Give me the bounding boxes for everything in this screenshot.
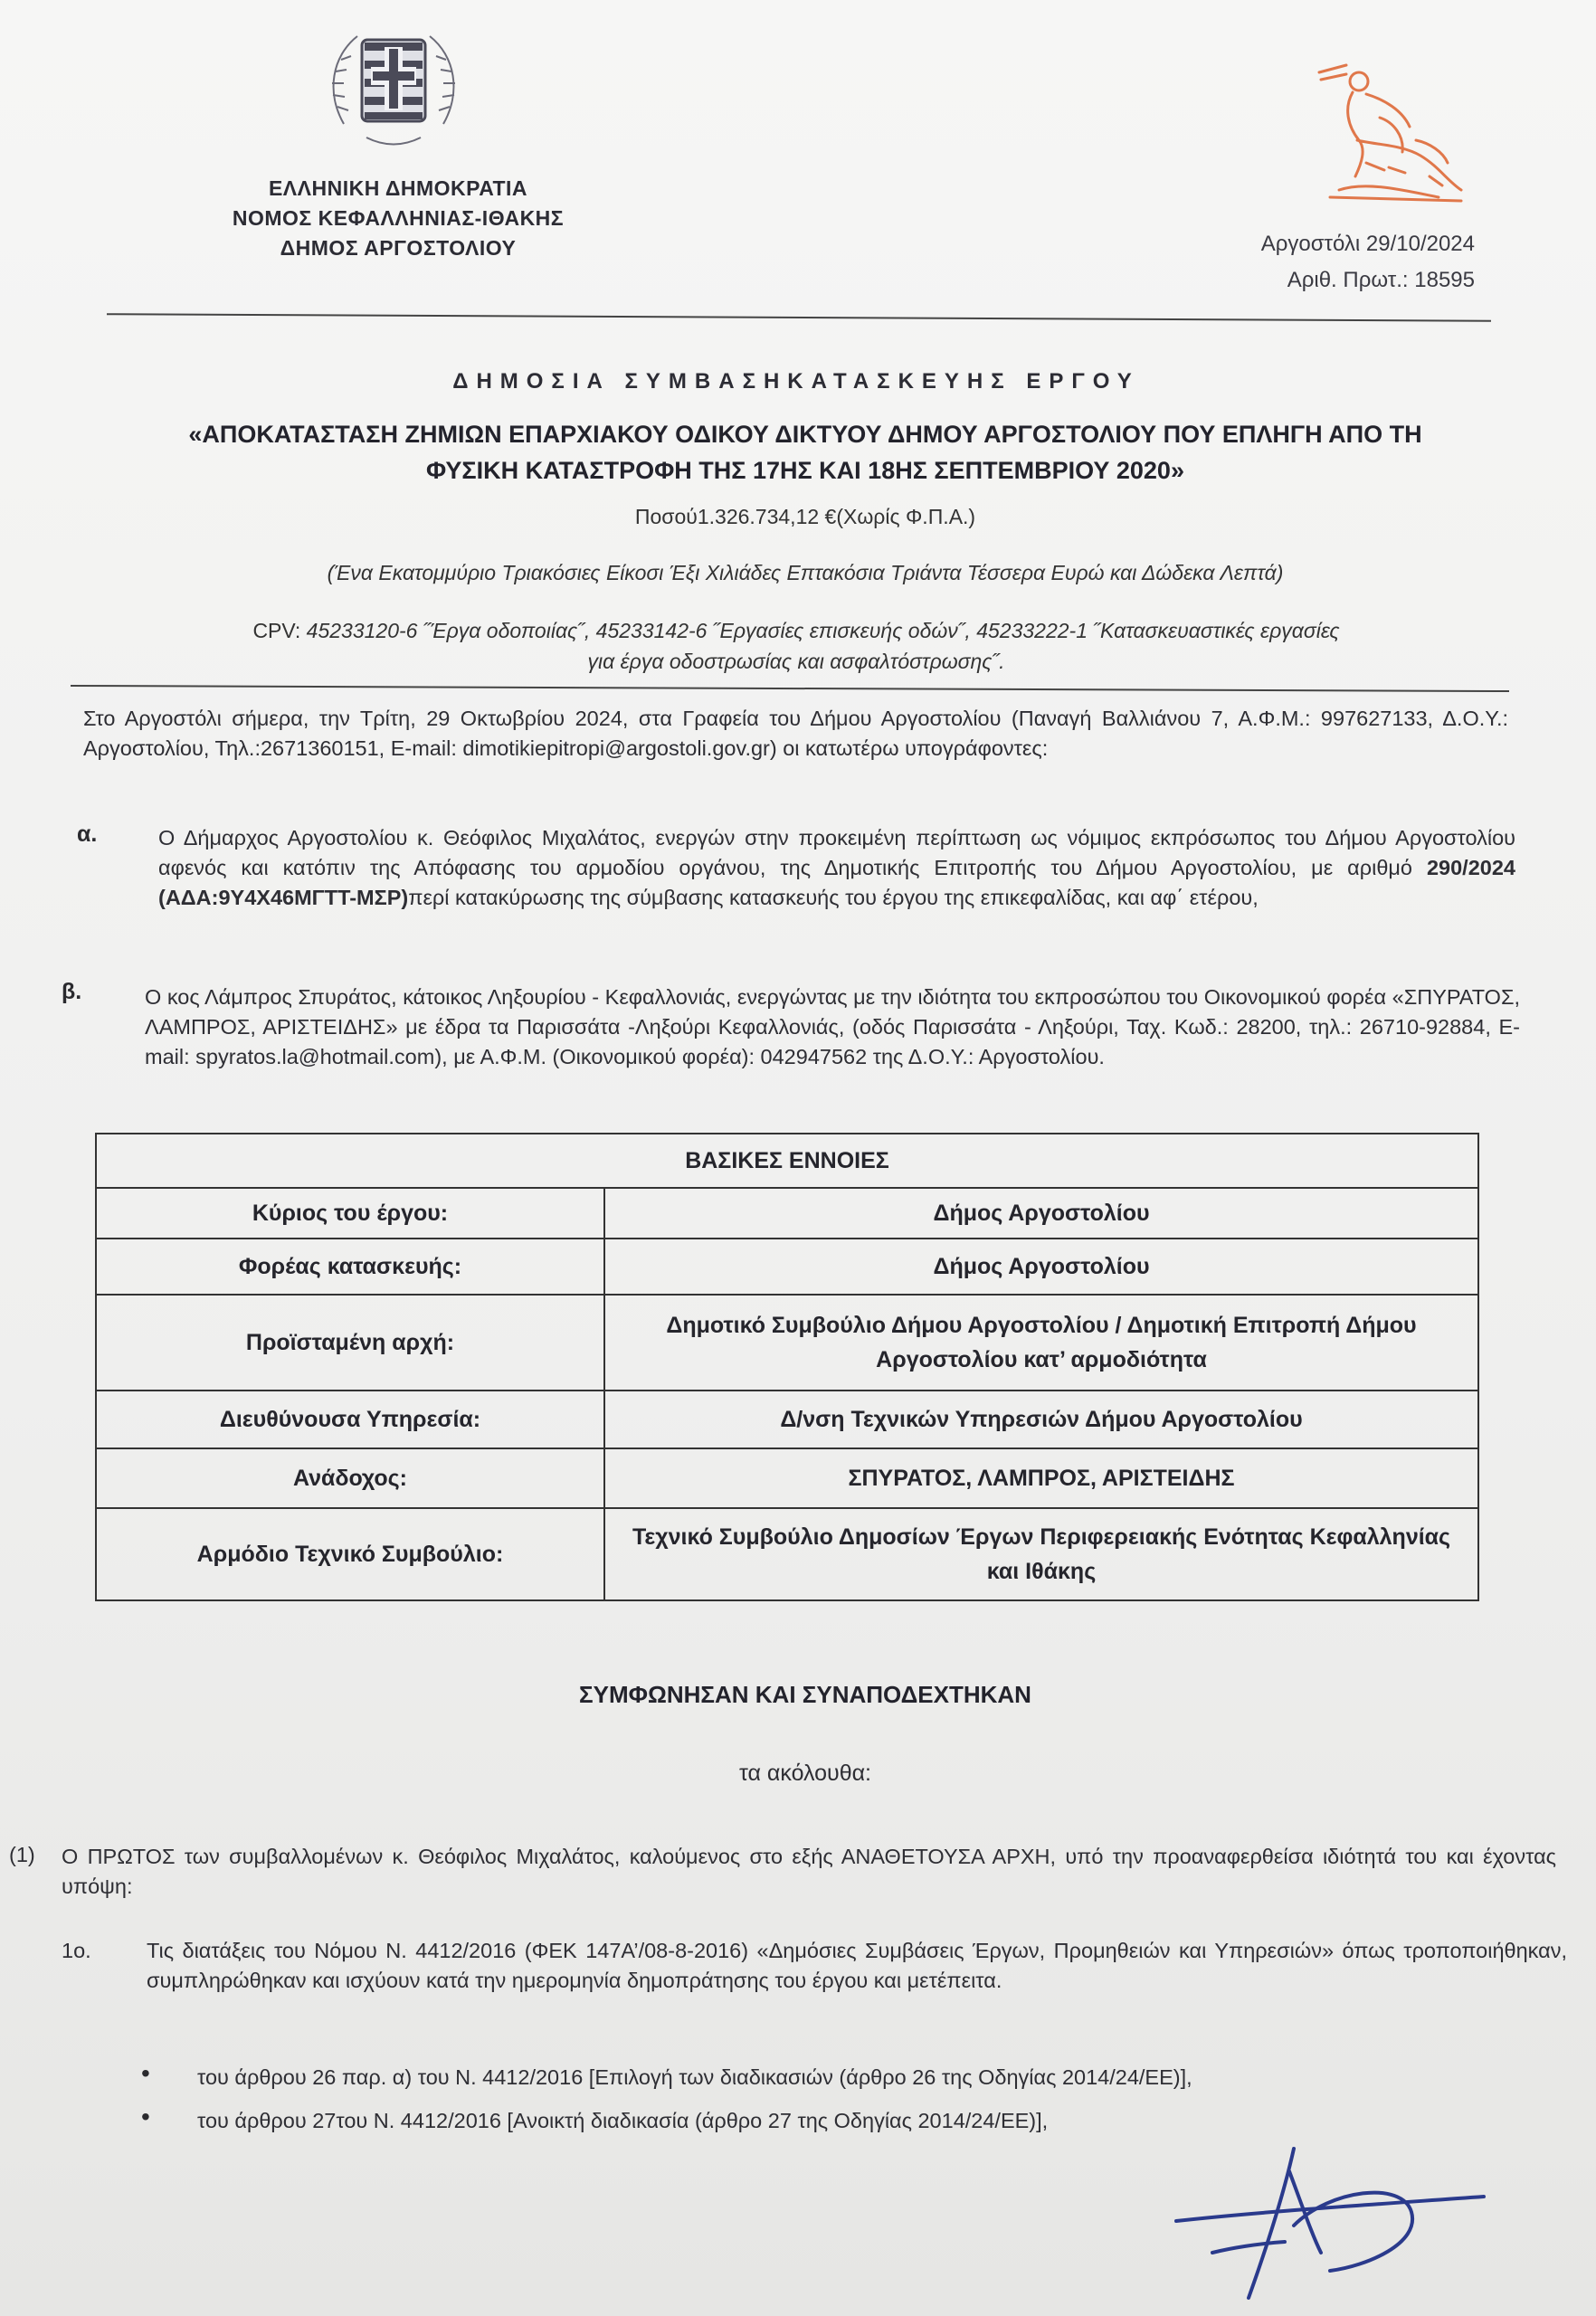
protocol-number: Αριθ. Πρωτ.: 18595 <box>1287 268 1475 292</box>
table-value: Δημοτικό Συμβούλιο Δήμου Αργοστολίου / Δημοτική Επιτροπή Δήμου Αργοστολίου κατ’ αρμοδιότητα <box>666 1313 1417 1372</box>
cpv-prefix: CPV: <box>252 619 307 642</box>
issuer-line: ΝΟΜΟΣ ΚΕΦΑΛΛΗΝΙΑΣ-ΙΘΑΚΗΣ <box>232 206 565 230</box>
basic-concepts-table <box>95 1133 1479 1601</box>
table-key: Προϊσταμένη αρχή: <box>97 1296 605 1390</box>
table-value: Τεχνικό Συμβούλιο Δημοσίων Έργων Περιφερειακής Ενότητας Κεφαλληνίας και Ιθάκης <box>632 1524 1451 1584</box>
date-block <box>1131 226 1475 299</box>
table-key: Φορέας κατασκευής: <box>97 1239 605 1294</box>
bullet-item: του άρθρου 26 παρ. α) του Ν. 4412/2016 [Επιλογή των διαδικασιών (άρθρο 26 της Οδηγίας 2014/24/ΕΕ)], <box>197 2065 1192 2089</box>
table-value: ΣΠΥΡΑΤΟΣ, ΛΑΜΠΡΟΣ, ΑΡΙΣΤΕΙΔΗΣ <box>848 1466 1235 1491</box>
contract-type: ΔΗΜΟΣΙΑ ΣΥΜΒΑΣΗΚΑΤΑΣΚΕΥΗΣ ΕΡΓΟΥ <box>452 369 1140 394</box>
decision-number: 290/2024 (ΑΔΑ:9Υ4Χ46ΜΓΤΤ-ΜΣΡ) <box>158 856 1515 909</box>
issuer-line: ΔΗΜΟΣ ΑΡΓΟΣΤΟΛΙΟΥ <box>280 236 517 260</box>
contract-amount-words: (Ένα Εκατομμύριο Τριακόσιες Είκοσι Έξι Χιλιάδες Επτακόσια Τριάντα Τέσσερα Ευρώ και Δώδεκα Λεπτά) <box>327 561 1284 584</box>
title-divider <box>71 685 1509 692</box>
party-a-text: περί κατακύρωσης της σύμβασης κατασκευής του έργου της επικεφαλίδας, και αφ΄ ετέρου, <box>408 886 1259 909</box>
header-divider <box>107 313 1491 321</box>
clause-1-marker: (1) <box>9 1843 35 1866</box>
project-title-line: «ΑΠΟΚΑΤΑΣΤΑΣΗ ΖΗΜΙΩΝ ΕΠΑΡΧΙΑΚΟΥ ΟΔΙΚΟΥ ΔΙΚΤΥΟΥ ΔΗΜΟΥ ΑΡΓΟΣΤΟΛΙΟΥ ΠΟΥ ΕΠΛΗΓΗ ΑΠΟ ΤΗ <box>188 421 1422 448</box>
intro-paragraph: Στο Αργοστόλι σήμερα, την Τρίτη, 29 Οκτωβρίου 2024, στα Γραφεία του Δήμου Αργοστολίου (Παναγή Βαλλιάνου 7, Α.Φ.Μ.: 997627133, Δ.Ο.Υ.: Αργοστολίου, Τηλ.:2671360151, E-mail: dimotikiepitropi@argostoli.gov.gr) οι κατωτέρω υπογράφοντες: <box>83 707 1508 760</box>
item-1-marker: 1ο. <box>62 1939 91 1962</box>
party-a-marker: α. <box>77 821 98 847</box>
bullet-item: του άρθρου 27του Ν. 4412/2016 [Ανοικτή διαδικασία (άρθρο 27 της Οδηγίας 2014/24/ΕΕ)], <box>197 2109 1049 2132</box>
table-row <box>97 1296 1477 1391</box>
table-key: Αρμόδιο Τεχνικό Συμβούλιο: <box>97 1509 605 1599</box>
table-value: Δήμος Αργοστολίου <box>933 1201 1150 1226</box>
follows-text: τα ακόλουθα: <box>739 1761 871 1786</box>
party-a-paragraph <box>158 823 1515 913</box>
cpv-codes <box>109 615 1484 677</box>
handwritten-signature-icon <box>1158 2135 1520 2316</box>
table-row <box>97 1449 1477 1509</box>
party-a-text: Ο Δήμαρχος Αργοστολίου κ. Θεόφιλος Μιχαλάτος, ενεργών στην προκειμένη περίπτωση ως νόμιμος εκπρόσωπος του Δήμου Αργοστολίου αφενός και κατόπιν της Απόφασης του αρμοδίου οργάνου, της Δημοτικής Επιτροπής του Δήμου Αργοστολίου, με αριθμό <box>158 826 1515 879</box>
party-b-paragraph: Ο κος Λάμπρος Σπυράτος, κάτοικος Ληξουρίου - Κεφαλλονιάς, ενεργώντας με την ιδιότητα του εκπροσώπου του Οικονομικού φορέα «ΣΠΥΡΑΤΟΣ, ΛΑΜΠΡΟΣ, ΑΡΙΣΤΕΙΔΗΣ» με έδρα τα Παρισσάτα -Ληξούρι Κεφαλλονιάς, (οδός Παρισσάτα - Ληξούρι, Ταχ. Κωδ.: 28200, τηλ.: 26710-92884, E-mail: spyratos.la@hotmail.com), με Α.Φ.Μ. (Οικονομικού φορέα): 042947562 της Δ.Ο.Υ.: Αργοστολίου. <box>145 985 1520 1068</box>
table-row <box>97 1509 1477 1599</box>
table-key: Κύριος του έργου: <box>97 1189 605 1238</box>
clause-1-paragraph: Ο ΠΡΩΤΟΣ των συμβαλλομένων κ. Θεόφιλος Μιχαλάτος, καλούμενος στο εξής ΑΝΑΘΕΤΟΥΣΑ ΑΡΧΗ, υπό την προαναφερθείσα ιδιότητά του και έχοντας υπόψη: <box>62 1845 1556 1898</box>
agreement-heading: ΣΥΜΦΩΝΗΣΑΝ ΚΑΙ ΣΥΝΑΠΟΔΕΧΤΗΚΑΝ <box>579 1681 1031 1708</box>
issuer-block <box>154 174 642 263</box>
issuer-line: ΕΛΛΗΝΙΚΗ ΔΗΜΟΚΡΑΤΙΑ <box>268 176 528 200</box>
table-row <box>97 1391 1477 1449</box>
cpv-line: για έργα οδοστρωσίας και ασφαλτόστρωσης˝. <box>587 650 1005 673</box>
table-key: Ανάδοχος: <box>97 1449 605 1507</box>
table-header: ΒΑΣΙΚΕΣ ΕΝΝΟΙΕΣ <box>97 1134 1477 1189</box>
document-date: Αργοστόλι 29/10/2024 <box>1260 232 1475 256</box>
project-title <box>136 416 1475 489</box>
bullet: • <box>141 2102 150 2131</box>
table-row <box>97 1189 1477 1239</box>
party-b-marker: β. <box>62 979 82 1004</box>
table-value: Δ/νση Τεχνικών Υπηρεσιών Δήμου Αργοστολίου <box>780 1407 1303 1432</box>
bullet: • <box>141 2059 150 2087</box>
cpv-line: 45233120-6 ˝Έργα οδοποιίας˝, 45233142-6 ˝Εργασίες επισκευής οδών˝, 45233222-1 ˝Κατασκευαστικές εργασίες <box>306 619 1340 642</box>
contract-amount: Ποσού1.326.734,12 €(Χωρίς Φ.Π.Α.) <box>634 505 976 528</box>
item-1-paragraph: Τις διατάξεις του Νόμου Ν. 4412/2016 (ΦΕΚ 147Α’/08-8-2016) «Δημόσιες Συμβάσεις Έργων, Προμηθειών και Υπηρεσιών» όπως τροποποιήθηκαν, συμπληρώθηκαν και ισχύουν κατά την ημερομηνία δημοπράτησης του έργου και μετέπειτα. <box>147 1939 1567 1992</box>
table-key: Διευθύνουσα Υπηρεσία: <box>97 1391 605 1448</box>
municipality-logo-icon <box>1303 54 1475 208</box>
table-row <box>97 1239 1477 1296</box>
greek-coat-of-arms-icon <box>321 20 466 156</box>
table-value: Δήμος Αργοστολίου <box>933 1254 1150 1279</box>
project-title-line: ΦΥΣΙΚΗ ΚΑΤΑΣΤΡΟΦΗ ΤΗΣ 17ΗΣ ΚΑΙ 18ΗΣ ΣΕΠΤΕΜΒΡΙΟΥ 2020» <box>426 457 1184 484</box>
